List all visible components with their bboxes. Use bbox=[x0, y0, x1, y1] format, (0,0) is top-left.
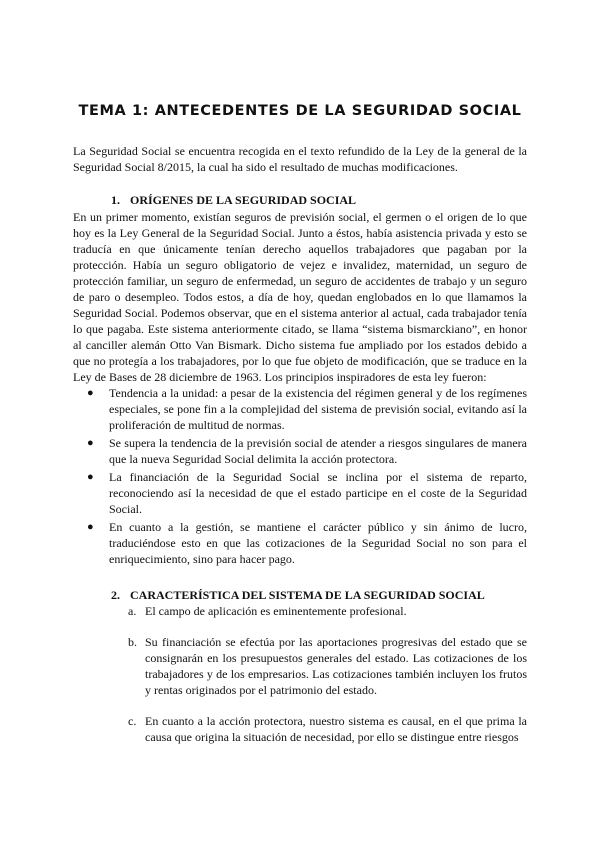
list-marker: c. bbox=[128, 714, 137, 728]
list-item bbox=[87, 385, 527, 433]
list-item-text: El campo de aplicación es eminentemente profesional. bbox=[145, 604, 407, 618]
section-1-number: 1. bbox=[111, 193, 120, 207]
list-item bbox=[128, 603, 527, 619]
page-title: TEMA 1: ANTECEDENTES DE LA SEGURIDAD SOCIAL bbox=[78, 103, 522, 119]
section-2-heading bbox=[73, 587, 527, 603]
list-item-text: Se supera la tendencia de la previsión social de atender a riesgos singulares de manera que la nueva Seguridad Social delimita la acción protectora. bbox=[109, 436, 527, 466]
section-1-paragraph: En un primer momento, existían seguros de previsión social, el germen o el origen de lo que hoy es la Ley General de la Seguridad Social. Junto a éstos, había asistencia privada y esto se traducía en que únicamente tenían derecho aquellos trabajadores que pagaban por la protección. Había un seguro obligatorio de vejez e invalidez, maternidad, un seguro de protección familiar, un seguro de enfermedad, un seguro de accidentes de trabajo y un seguro de paro o desempleo. Todos estos, a día de hoy, quedan englobados en lo que llamamos la Seguridad Social. Podemos observar, que en el sistema anterior al actual, cada trabajador tenía lo que pagaba. Este sistema anteriormente citado, se llama “sistema bismarckiano”, en honor al canciller alemán Otto Van Bismark. Dicho sistema fue ampliado por los estados debido a que no protegía a los trabajadores, por lo que fue objeto de modificación, que se traduce en la Ley de Bases de 28 diciembre de 1963. Los principios inspiradores de esta ley fueron: bbox=[73, 210, 527, 384]
list-marker: a. bbox=[128, 604, 137, 618]
principles-list bbox=[73, 385, 527, 567]
list-item-text: En cuanto a la acción protectora, nuestro sistema es causal, en el que prima la causa que origina la situación de necesidad, por ello se distingue entre riesgos bbox=[145, 714, 527, 744]
section-2-title: CARACTERÍSTICA DEL SISTEMA DE LA SEGURIDAD SOCIAL bbox=[130, 588, 485, 602]
list-item-text: En cuanto a la gestión, se mantiene el carácter público y sin ánimo de lucro, traduciéndose esto en que las cotizaciones de la Seguridad Social no son para el enriquecimiento, sino para hacer pago. bbox=[109, 520, 527, 566]
bullet-icon: ● bbox=[87, 471, 94, 483]
list-item-text: Su financiación se efectúa por las aportaciones progresivas del estado que se consignarán en los presupuestos generales del estado. Las cotizaciones de los trabajadores y de los empresarios. Las cotizaciones también incluyen los frutos y rentas originados por el patrimonio del estado. bbox=[145, 635, 527, 697]
list-item bbox=[87, 435, 527, 467]
section-2-number: 2. bbox=[111, 588, 120, 602]
intro-paragraph: La Seguridad Social se encuentra recogida en el texto refundido de la Ley de la general de la Seguridad Social 8/2015, la cual ha sido el resultado de muchas modificaciones. bbox=[73, 144, 527, 174]
bullet-icon: ● bbox=[87, 521, 94, 533]
characteristics-list bbox=[73, 603, 527, 745]
section-1-title: ORÍGENES DE LA SEGURIDAD SOCIAL bbox=[130, 193, 357, 207]
bullet-icon: ● bbox=[87, 437, 94, 449]
list-marker: b. bbox=[128, 635, 137, 649]
list-item bbox=[87, 519, 527, 567]
list-item-text: La financiación de la Seguridad Social se inclina por el sistema de reparto, reconociendo así la necesidad de que el estado participe en el coste de la Seguridad Social. bbox=[109, 470, 527, 516]
section-1-heading bbox=[73, 192, 527, 208]
list-item bbox=[128, 713, 527, 745]
list-item-text: Tendencia a la unidad: a pesar de la existencia del régimen general y de los regímenes especiales, se pone fin a la complejidad del sistema de previsión social, evitando así la proliferación de multitud de normas. bbox=[109, 386, 527, 432]
bullet-icon: ● bbox=[87, 387, 94, 399]
list-item bbox=[87, 469, 527, 517]
list-item bbox=[128, 634, 527, 698]
